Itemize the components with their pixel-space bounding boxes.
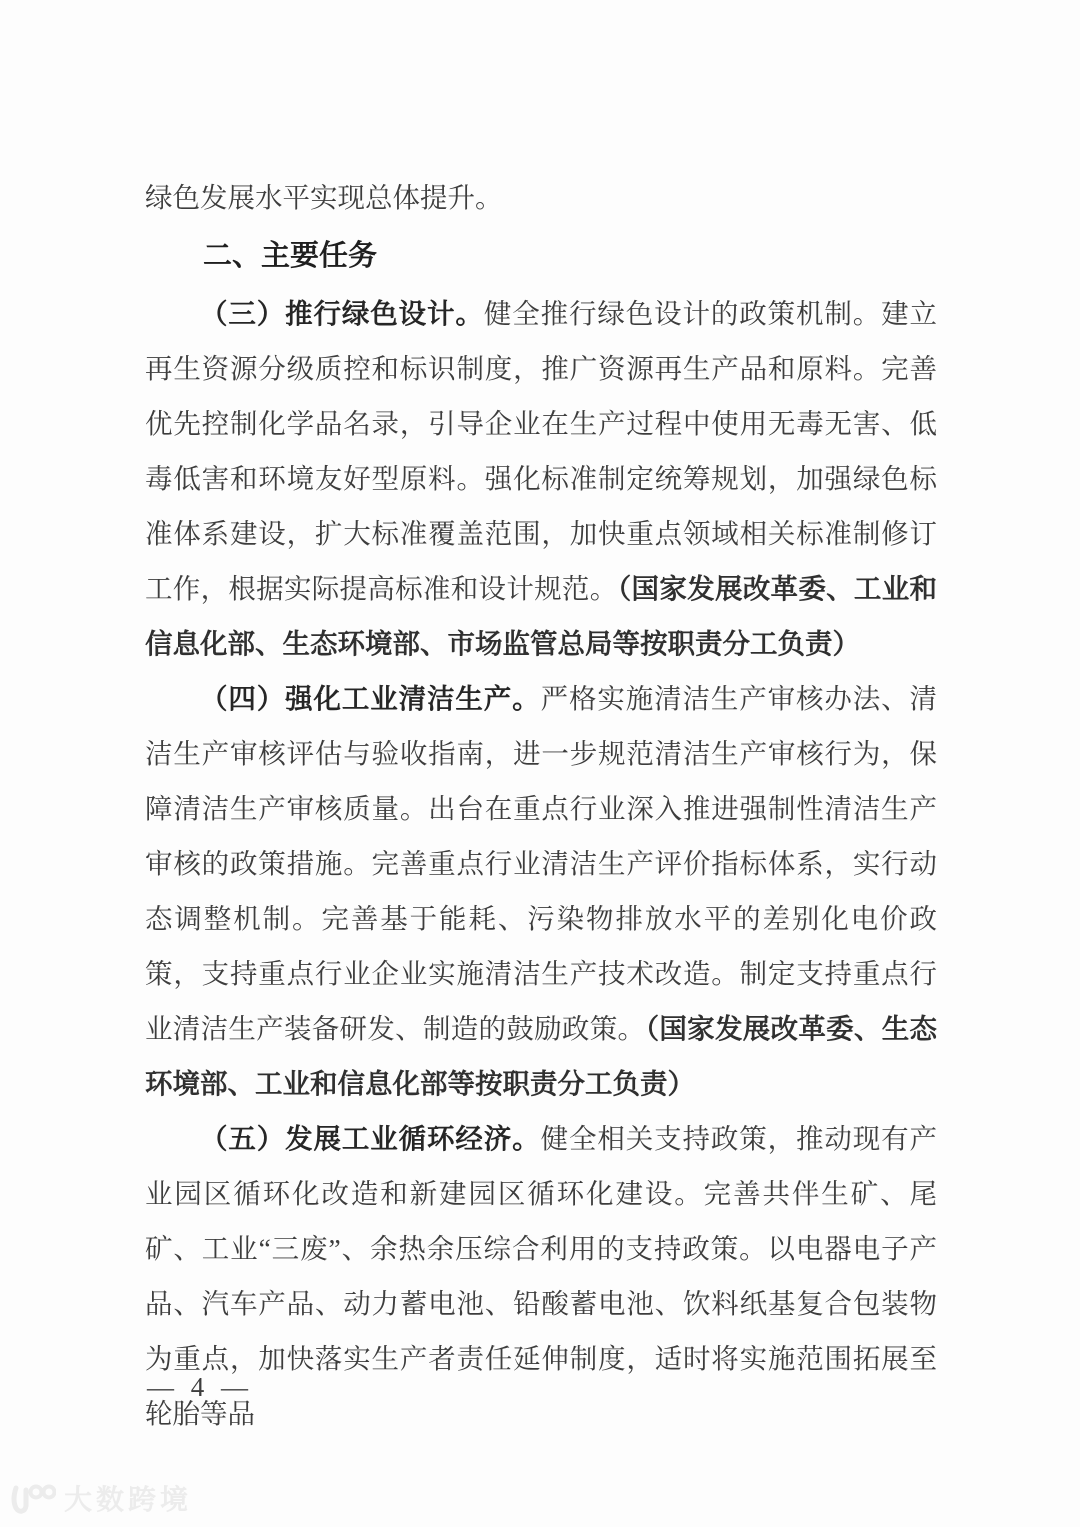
document-body	[145, 170, 937, 1441]
paragraph-item-5	[145, 1111, 937, 1441]
page-number: — 4 —	[147, 1372, 253, 1402]
body-text-run: 严格实施清洁生产审核办法、清洁生产审核评估与验收指南，进一步规范清洁生产审核行为，保障清洁生产审核质量。出台在重点行业深入推进强制性清洁生产审核的政策措施。完善重点行业清洁生产评价指标体系，实行动态调整机制。完善基于能耗、污染物排放水平的差别化电价政策，支持重点行业企业实施清洁生产技术改造。制定支持重点行业清洁生产装备研发、制造的鼓励政策。	[145, 683, 938, 1044]
watermark	[10, 1478, 192, 1518]
paragraph-item-3	[145, 286, 937, 671]
section-heading: 二、主要任务	[203, 240, 378, 272]
body-text-run: 健全推行绿色设计的政策机制。建立再生资源分级质控和标识制度，推广资源再生产品和原料。完善优先控制化学品名录，引导企业在生产过程中使用无毒无害、低毒低害和环境友好型原料。强化标准制定统筹规划，加强绿色标准体系建设，扩大标准覆盖范围，加快重点领域相关标准制修订工作，根据实际提高标准和设计规范。	[145, 298, 938, 604]
watermark-text: 大数跨境	[64, 1484, 193, 1515]
paragraph-continuation	[145, 170, 937, 225]
responsible-departments: （国家发展改革委、工业和信息化部、生态环境部、市场监管总局等按职责分工负责）	[145, 573, 938, 659]
body-text-run: 健全相关支持政策，推动现有产业园区循环化改造和新建园区循环化建设。完善共伴生矿、尾矿、工业“三废”、余热余压综合利用的支持政策。以电器电子产品、汽车产品、动力蓄电池、铅酸蓄电池、饮料纸基复合包装物为重点，加快落实生产者责任延伸制度，适时将实施范围拓展至轮胎等品	[145, 1123, 938, 1429]
responsible-departments: （国家发展改革委、生态环境部、工业和信息化部等按职责分工负责）	[145, 1013, 938, 1099]
paragraph-lead-in: （四）强化工业清洁生产。	[200, 683, 541, 714]
paragraph-lead-in: （五）发展工业循环经济。	[200, 1123, 541, 1154]
body-text-run: 绿色发展水平实现总体提升。	[145, 182, 503, 213]
paragraph-item-4	[145, 671, 937, 1111]
watermark-logo-icon	[10, 1480, 56, 1516]
paragraph-lead-in: （三）推行绿色设计。	[200, 298, 484, 329]
